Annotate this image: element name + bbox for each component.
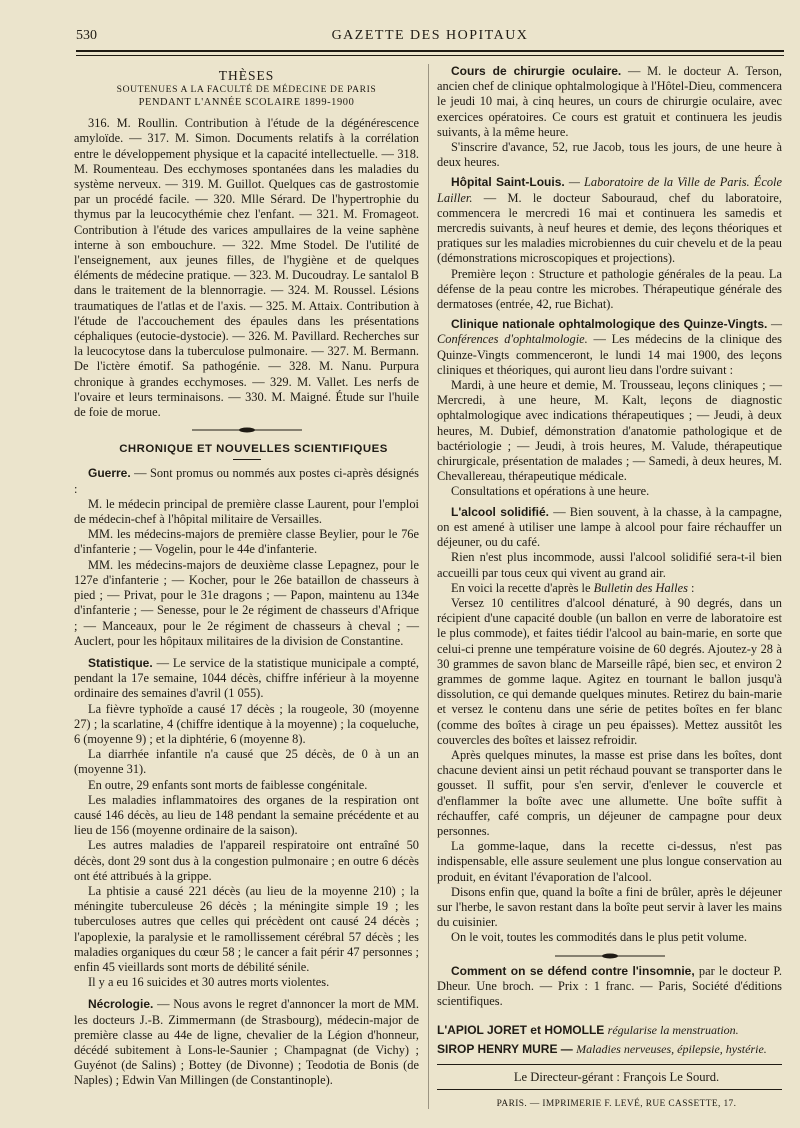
ad-apiol-brand: L'APIOL JORET et HOMOLLE [437,1023,605,1038]
statistique-intro: — Le service de la statistique municipale a compté, pendant la 17e semaine, 1044 décès, chiffre inférieur à la moyenne ordinaire des semaines d'avril (1 055). [74,655,419,701]
page-header [76,28,784,48]
ad-apiol-claim: régularise la menstruation. [607,1023,739,1038]
quinze-vingts-schedule: Mardi, à une heure et demie, M. Trousseau, leçons cliniques ; — Mercredi, à une heure, M. Kalt, leçons de diagnostic ophtalmologique avec indications thérapeutiques ; — Jeudi, à deux heures, M. Dubief, démonstration d'anatomie pathologique et de bactériologie ; — Jeudi, à trois heures, M. Valude, thérapeutique chirurgicale, présentation de malades ; — Samedi, à deux heures, M. Chevallereau, thérapeutique médicale. [437,378,782,484]
printer-line: PARIS. — IMPRIMERIE F. LEVÉ, RUE CASSETTE, 17. [496,1098,737,1109]
header-rule-thin [76,55,784,56]
alcool-p5: Après quelques minutes, la masse est prise dans les boîtes, dont chacune devient ainsi un petit réchaud pouvant se transporter dans le gousset. Il suffit, pour s'en servir, d'enlever le couvercle et d'enflammer la boîte avec une allumette. Une boîte suffit à réchauffer, café compris, un déjeuner de campagne pour deux personnes. [437,747,782,838]
alcool-heading: L'alcool solidifié. [451,504,549,519]
right-column [437,64,782,1112]
stlouis-premiere-lecon: Première leçon : Structure et pathologie générales de la peau. La défense de la peau contre les microbes. Thérapeutique générale des dermatoses (entrée, 42, rue Bichat). [437,266,782,312]
header-rule-thick [76,50,784,52]
theses-subheading-1: SOUTENUES A LA FACULTÉ DE MÉDECINE DE PARIS [116,84,377,96]
stlouis-paragraph [437,175,782,266]
journal-title: GAZETTE DES HOPITAUX [331,28,529,43]
guerre-item-1: M. le médecin principal de première classe Laurent, pour l'emploi de médecin-chef à l'hôpital militaire de Versailles. [74,496,419,527]
column-separator [428,64,429,1109]
alcool-p2: Rien n'est plus incommode, aussi l'alcool solidifié sera-t-il bien accueilli par tous ceux qui vivent au grand air. [437,550,782,580]
necrologie-heading: Nécrologie. [88,997,154,1012]
chronique-heading: CHRONIQUE ET NOUVELLES SCIENTIFIQUES [119,443,388,456]
quinze-vingts-consultations: Consultations et opérations à une heure. [451,484,650,499]
alcool-recette: Versez 10 centilitres d'alcool dénaturé, à 90 degrés, dans un récipient d'une capacité double (un ballon en verre de laboratoire est le plus commode), et faites tiédir l'alcool au bain-marie, en sorte que celui-ci prenne une température voisine de 60 degrés. Ajoutez-y 28 à 30 grammes de savon blanc de Marseille râpé, bien sec, et environ 2 grammes de gomme laque. Agitez en tournant le ballon jusqu'à dissolution, ce qui demande quelques minutes. Retirez du bain-marie et versez le contenu dans une série de petites boîtes en fer blanc (comme des boîtes à cirage un peu épaisses). Mettez aussitôt les couvercles des boîtes et laissez refroidir. [437,595,782,747]
ad-sirop-brand: SIROP HENRY MURE — [437,1042,573,1057]
spacer [74,649,419,656]
ad-apiol [437,1023,782,1038]
insomnie-heading: Comment on se défend contre l'insomnie, [451,963,695,978]
statistique-phtisie: La phtisie a causé 221 décès (au lieu de la moyenne 210) ; la méningite tuberculeuse 26 décès ; la méningite simple 19 ; les tuberculoses autres que celles qui précèdent ont causé 24 décès ; l'apoplexie, la paralysie et le ramollissement cérébral 57 décès ; les maladies organiques du cœur 58 ; le cancer a fait périr 47 personnes ; enfin 45 vieillards sont morts de débilité sénile. [74,883,419,974]
alcool-p3 [437,581,782,596]
footer-rule-2 [437,1089,782,1090]
necrologie-text: — Nous avons le regret d'annoncer la mort de MM. les docteurs J.-B. Zimmermann (de Strasbourg), médecin-major de première classe au 44e de ligne, chevalier de la Légion d'honneur, décédé subitement à Lons-le-Saunier ; Champagnat (de Vichy) ; Guyénot (de Salins) ; Bottey (de Divonne) ; Teodotia de Bonis (de Naples) ; Edwin Van Millingen (de Constantinople). [74,997,419,1088]
quinze-vingts-text: — Les médecins de la clinique des Quinze-Vingts commenceront, le lundi 14 mai 1900, des leçons cliniques et théoriques, qui auront lieu dans l'ordre suivant : [437,332,782,377]
page-number: 530 [76,28,97,43]
alcool-intro: — Bien souvent, à la chasse, à la campagne, on est amené à utiliser une lampe à alcool pour faire réchauffer un déjeuner, ou du café. [437,504,782,550]
quinze-vingts-subtitle: — Conférences d'ophtalmologie. [437,317,782,347]
stlouis-text: — M. le docteur Sabouraud, chef du laboratoire, commencera le mercredi 16 mai et continuera les samedis et mercredis suivants, à neuf heures et demie, des leçons théoriques et pratiques sur les maladies microbiennes du cuir chevelu et de la peau (démonstrations microscopiques et projections). [437,190,782,266]
statistique-congenitale: En outre, 29 enfants sont morts de faiblesse congénitale. [88,777,368,792]
alcool-p3-text: En voici la recette d'après le [451,580,594,595]
alcool-p3-end: : [687,580,695,595]
statistique-respiration: Les maladies inflammatoires des organes de la respiration ont causé 146 décès, au lieu de 148 pendant la semaine précédente et au lieu de 156 (moyenne ordinaire de la saison). [74,792,419,838]
theses-subheading-2: PENDANT L'ANNÉE SCOLAIRE 1899-1900 [138,97,355,109]
insomnie-text: par le docteur P. Dheur. Une broch. — Prix : 1 franc. — Paris, Société d'éditions scientifiques. [437,963,782,1008]
ornament-divider [555,952,665,960]
ad-sirop-claim: Maladies nerveuses, épilepsie, hystérie. [576,1042,767,1057]
theses-list: 316. M. Roullin. Contribution à l'étude de la dégénérescence amyloïde. — 317. M. Simon. Documents relatifs à la corrélation entre le développement physique et la capacité intellectuelle. — 318. M. Roumenteau. Des ecchymoses spontanées dans les maladies du système nerveux. — 319. M. Guillot. Quelques cas de gastrostomie par un procédé facile. — 320. Mlle Sérard. De l'hypertrophie du thymus par la leucocythémie chez l'enfant. — 321. M. Fromageot. Contribution à l'étude des varices ampullaires de la veine saphène interne à son embouchure. — 322. Mme Stodel. De l'utilité de l'enseignement, aux jeunes filles, de l'hygiène et de quelques éléments de médecine pratique. — 323. M. Ducoudray. Le santalol B dans le traitement de la blennorragie. — 324. M. Roussel. Lésions traumatiques de l'atlas et de l'axis. — 325. M. Attaix. Contribution à l'étude de l'accouchement des épaules dans les présentations céphaliques (eutocie-dystocie). — 326. M. Pavillard. Recherches sur la leucocytose dans la tuberculose pulmonaire. — 327. M. Bermann. De l'ictère émotif. Sa pathogénie. — 328. M. Nanu. Purpura chronique à grandes ecchymoses. — 329. M. Vallet. Les nerfs de l'ovaire et leurs terminaisons. — 330. M. Maigné. Étude sur l'huile de foie de morue. [74,116,419,420]
ornament-divider [192,426,302,434]
insomnie-paragraph [437,964,782,1010]
stlouis-heading: Hôpital Saint-Louis. [451,175,565,190]
cours-inscription: S'inscrire d'avance, 52, rue Jacob, tous les jours, de une heure à deux heures. [437,140,782,170]
cours-paragraph [437,64,782,140]
alcool-paragraph [437,505,782,551]
left-column [74,64,419,1089]
directeur-gerant: Le Directeur-gérant : François Le Sourd. [513,1069,720,1084]
cours-heading: Cours de chirurgie oculaire. [451,64,622,78]
spacer [74,990,419,997]
footer-rule [437,1064,782,1065]
alcool-p6: La gomme-laque, dans la recette ci-dessus, n'est pas indispensable, elle assure seulement une plus longue conservation au produit, en évitant l'évaporation de l'alcool. [437,839,782,884]
necrologie-paragraph [74,997,419,1088]
statistique-typhoide: La fièvre typhoïde a causé 17 décès ; la rougeole, 30 (moyenne 27) ; la scarlatine, 4 (chiffre identique à la moyenne) ; la coqueluche, 6 (moyenne 9) ; et la diphtérie, 6 (moyenne 8). [74,701,419,746]
statistique-respiratoire: Les autres maladies de l'appareil respiratoire ont entraîné 50 décès, dont 29 sont dus à la congestion pulmonaire ; en outre 6 décès ont été attribués à la grippe. [74,838,419,883]
alcool-p8: On le voit, toutes les commodités dans le plus petit volume. [451,930,747,945]
statistique-suicides: Il y a eu 16 suicides et 30 autres morts violentes. [88,975,330,990]
stlouis-subtitle: — Laboratoire de la Ville de Paris. École Lailler. [437,175,782,205]
guerre-item-3: MM. les médecins-majors de deuxième classe Lepagnez, pour le 127e d'infanterie ; — Kocher, pour le 26e bataillon de chasseurs à pied ; — Privat, pour le 31e dragons ; — Papon, maintenu au 134e d'infanterie ; — Senesse, pour le 2e régiment de chasseurs d'Afrique ; — Manceaux, pour le 2e régiment de chasseurs à cheval ; — Auclert, pour les hôpitaux militaires de la division de Constantine. [74,557,419,648]
statistique-diarrhee: La diarrhée infantile n'a causé que 25 décès, de 0 à un an (moyenne 31). [74,747,419,777]
quinze-vingts-heading: Clinique nationale ophtalmologique des Quinze-Vingts. [451,317,768,332]
spacer [437,1009,782,1019]
alcool-p7: Disons enfin que, quand la boîte a fini de brûler, après le déjeuner sur l'herbe, le savon restant dans la boîte peut servir à laver les mains du cuisinier. [437,884,782,930]
quinze-vingts-paragraph [437,317,782,378]
ad-sirop [437,1042,782,1057]
bulletin-des-halles: Bulletin des Halles [593,580,688,595]
chronique-underline [233,459,261,460]
guerre-paragraph [74,466,419,496]
two-column-body [74,64,786,1114]
theses-heading: THÈSES [218,68,275,83]
statistique-heading: Statistique. [88,655,153,670]
guerre-heading: Guerre. [88,466,131,481]
guerre-item-2: MM. les médecins-majors de première classe Beylier, pour le 76e d'infanterie ; — Vogelin, pour le 44e d'infanterie. [74,527,419,557]
guerre-intro: — Sont promus ou nommés aux postes ci-après désignés : [74,466,419,496]
statistique-paragraph [74,656,419,702]
cours-text: — M. le docteur A. Terson, ancien chef de clinique ophtalmologique à l'Hôtel-Dieu, commencera le jeudi 10 mai, à cinq heures, un cours de chirurgie oculaire, avec exercices opératoires. Ce cours est gratuit et continuera les jeudis suivants, à la même heure. [437,64,782,139]
